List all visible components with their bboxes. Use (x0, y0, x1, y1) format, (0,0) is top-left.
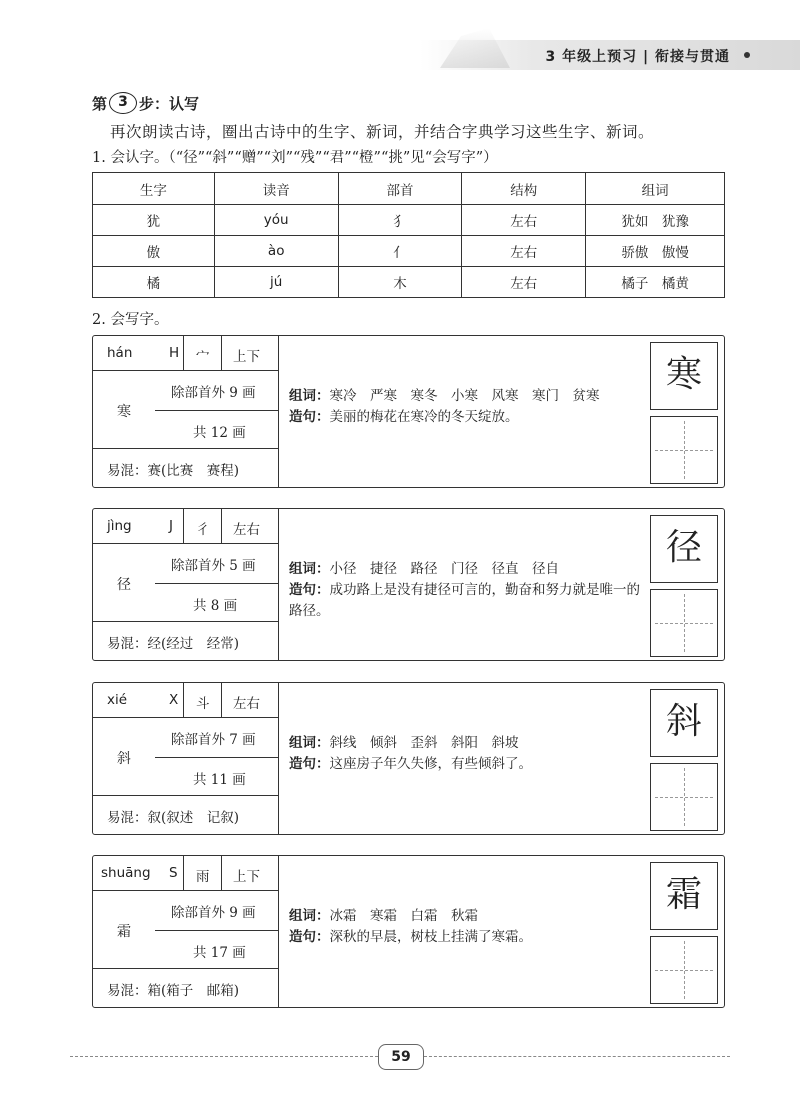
char-card-shuang (92, 855, 725, 1008)
table-header: 生字 (93, 173, 215, 205)
section-2-title: 2. 会写字。 (92, 312, 169, 328)
words-text: 小径 捷径 路径 门径 径直 径自 (329, 561, 559, 577)
card-structure: 左右 (233, 522, 260, 538)
card-stroke-ex: 除部首外 9 画 (171, 905, 256, 921)
sentence-label: 造句： (289, 409, 330, 425)
card-words (289, 733, 649, 775)
table-cell: 犹如 犹豫 (586, 205, 725, 236)
table-cell: 骄傲 傲慢 (586, 236, 725, 267)
model-char-box: 径 (650, 515, 718, 583)
card-words (289, 559, 649, 622)
card-radical: 雨 (196, 869, 210, 885)
card-structure: 上下 (233, 349, 260, 365)
words-text: 寒冷 严寒 寒冬 小寒 风寒 寒门 贫寒 (329, 388, 600, 404)
card-pinyin: shuāng (101, 865, 151, 881)
words-label: 组词： (289, 388, 330, 404)
table-cell: 左右 (462, 236, 586, 267)
card-stroke-total: 共 17 画 (193, 945, 246, 961)
card-stroke-ex: 除部首外 9 画 (171, 385, 256, 401)
char-card-xie (92, 682, 725, 835)
recognize-table (92, 172, 725, 298)
table-cell: 木 (338, 267, 462, 298)
page-number: 59 (378, 1044, 424, 1070)
card-char: 径 (117, 577, 131, 593)
words-label: 组词： (289, 561, 330, 577)
header-title: 3 年级上预习 | 衔接与贯通 (545, 49, 730, 65)
card-pinyin: hán (107, 345, 133, 361)
card-pinyin: jìng (107, 518, 132, 534)
card-char: 寒 (117, 404, 131, 420)
table-cell: 左右 (462, 267, 586, 298)
table-cell: 犭 (338, 205, 462, 236)
table-cell: yóu (214, 205, 338, 236)
card-confuse: 易混：赛(比赛 赛程) (107, 463, 240, 479)
table-cell: 亻 (338, 236, 462, 267)
card-char: 霜 (117, 924, 131, 940)
card-structure: 上下 (233, 869, 260, 885)
table-cell: 傲 (93, 236, 215, 267)
card-letter: H (169, 345, 180, 361)
words-label: 组词： (289, 735, 330, 751)
header-dot (744, 52, 750, 58)
words-text: 斜线 倾斜 歪斜 斜阳 斜坡 (329, 735, 519, 751)
char-card-jing (92, 508, 725, 661)
table-header: 结构 (462, 173, 586, 205)
model-char-box: 霜 (650, 862, 718, 930)
card-letter: J (169, 518, 173, 534)
card-char: 斜 (117, 751, 131, 767)
card-pinyin: xié (107, 692, 128, 708)
card-confuse: 易混：叙(叙述 记叙) (107, 810, 240, 826)
table-header: 部首 (338, 173, 462, 205)
step-prefix: 第 (92, 94, 108, 113)
footer-line-left (70, 1056, 378, 1057)
card-structure: 左右 (233, 696, 260, 712)
card-left-border (93, 509, 279, 660)
table-header: 组词 (586, 173, 725, 205)
card-radical: 彳 (196, 522, 210, 538)
sentence-label: 造句： (289, 756, 330, 772)
intro-text: 再次朗读古诗，圈出古诗中的生字、新词，并结合字典学习这些生字、新词。 (110, 123, 655, 141)
card-left-border (93, 856, 279, 1007)
card-radical: 斗 (196, 696, 210, 712)
card-stroke-total: 共 11 画 (193, 772, 246, 788)
table-row (93, 236, 725, 267)
table-cell: 橘 (93, 267, 215, 298)
card-letter: X (169, 692, 179, 708)
card-stroke-ex: 除部首外 5 画 (171, 558, 256, 574)
model-char-box: 寒 (650, 342, 718, 410)
step-suffix: 步：认写 (139, 94, 200, 113)
table-row (93, 205, 725, 236)
sentence-label: 造句： (289, 929, 330, 945)
sentence-label: 造句： (289, 582, 330, 598)
card-words (289, 906, 649, 948)
card-stroke-ex: 除部首外 7 画 (171, 732, 256, 748)
card-words (289, 386, 649, 428)
card-confuse: 易混：经(经过 经常) (107, 636, 240, 652)
table-cell: 左右 (462, 205, 586, 236)
practice-grid-box[interactable] (650, 936, 718, 1004)
words-label: 组词： (289, 908, 330, 924)
practice-grid-box[interactable] (650, 589, 718, 657)
practice-grid-box[interactable] (650, 763, 718, 831)
card-stroke-total: 共 8 画 (193, 598, 238, 614)
card-confuse: 易混：箱(箱子 邮箱) (107, 983, 240, 999)
card-letter: S (169, 865, 178, 881)
table-header: 读音 (214, 173, 338, 205)
table-cell: 犹 (93, 205, 215, 236)
card-radical: 宀 (196, 349, 210, 365)
practice-grid-box[interactable] (650, 416, 718, 484)
table-cell: ào (214, 236, 338, 267)
table-cell: jú (214, 267, 338, 298)
step-heading (92, 92, 199, 114)
footer-line-right (424, 1056, 730, 1057)
card-left-border (93, 336, 279, 487)
char-card-han (92, 335, 725, 488)
table-row (93, 267, 725, 298)
card-stroke-total: 共 12 画 (193, 425, 246, 441)
sentence-text: 这座房子年久失修，有些倾斜了。 (329, 756, 532, 772)
sentence-text: 深秋的早晨，树枝上挂满了寒霜。 (329, 929, 532, 945)
section-1-title: 1. 会认字。（“径”“斜”“赠”“刘”“残”“君”“橙”“挑”见“会写字”） (92, 150, 498, 166)
table-cell: 橘子 橘黄 (586, 267, 725, 298)
words-text: 冰霜 寒霜 白霜 秋霜 (329, 908, 478, 924)
model-char-box: 斜 (650, 689, 718, 757)
step-number: 3 (109, 92, 137, 114)
table-header-row (93, 173, 725, 205)
card-left-border (93, 683, 279, 834)
sentence-text: 美丽的梅花在寒冷的冬天绽放。 (329, 409, 519, 425)
sentence-text: 成功路上是没有捷径可言的，勤奋和努力就是唯一的路径。 (289, 582, 640, 619)
